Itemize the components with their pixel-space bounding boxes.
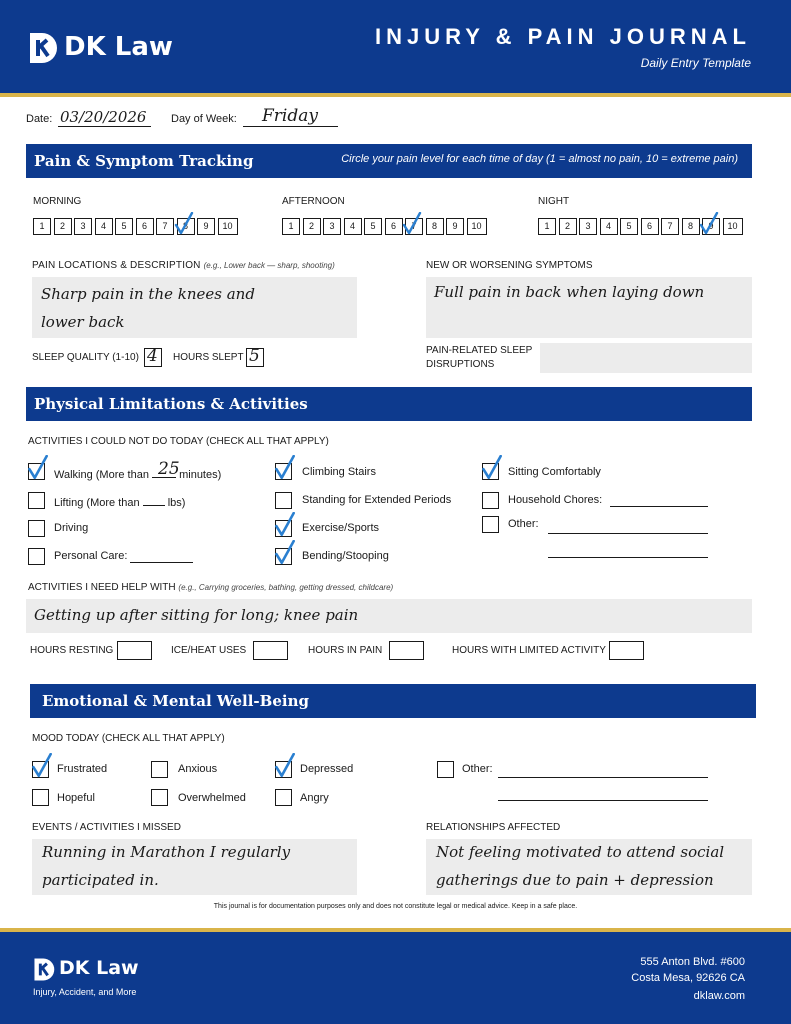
relationships-line1: Not feeling motivated to attend social (436, 843, 725, 861)
footer-website[interactable]: dklaw.com (693, 990, 745, 1002)
page-subtitle: Daily Entry Template (640, 56, 751, 70)
night-level-2[interactable]: 2 (559, 218, 577, 235)
pain-section-instruction: Circle your pain level for each time of day (1 = almost no pain, 10 = extreme pain) (341, 153, 738, 165)
night-scale[interactable] (538, 218, 745, 235)
hours-limited-box[interactable] (609, 641, 644, 660)
driving-checkbox[interactable] (28, 520, 45, 537)
walking-checkbox[interactable] (28, 463, 45, 480)
walking-label (54, 466, 221, 481)
new-symptoms-value: Full pain in back when laying down (434, 283, 705, 301)
night-level-8[interactable]: 8 (682, 218, 700, 235)
pain-locations-example: (e.g., Lower back — sharp, shooting) (203, 261, 335, 270)
sleep-quality-value: 4 (147, 346, 158, 366)
night-level-6[interactable]: 6 (641, 218, 659, 235)
sleep-disruptions-label-1: PAIN-RELATED SLEEP (426, 345, 533, 356)
sitting-label: Sitting Comfortably (508, 466, 601, 478)
physical-other-line1[interactable] (548, 520, 708, 534)
morning-level-1[interactable]: 1 (33, 218, 51, 235)
check-mark-icon (274, 753, 296, 779)
depressed-label: Depressed (300, 763, 354, 775)
sleep-disruptions-label-2: DISRUPTIONS (426, 359, 495, 370)
page-title: INJURY & PAIN JOURNAL (375, 24, 751, 49)
mood-label: MOOD TODAY (CHECK ALL THAT APPLY) (32, 733, 225, 744)
lifting-label-pre: Lifting (More than (54, 497, 140, 509)
frustrated-checkbox[interactable] (32, 761, 49, 778)
hopeful-label: Hopeful (57, 792, 95, 804)
check-mark-icon (402, 212, 422, 236)
morning-level-9[interactable]: 9 (197, 218, 215, 235)
emotional-section-band (30, 684, 756, 718)
exercise-checkbox[interactable] (275, 520, 292, 537)
afternoon-level-10[interactable]: 10 (467, 218, 487, 235)
physical-section-band (26, 387, 752, 421)
footer-brand-name: DK Law (59, 957, 139, 979)
afternoon-level-3[interactable]: 3 (323, 218, 341, 235)
morning-scale[interactable] (33, 218, 240, 235)
emotional-section-title: Emotional & Mental Well-Being (42, 692, 309, 710)
hours-slept-label: HOURS SLEPT (173, 352, 244, 363)
physical-other-label: Other: (508, 518, 539, 530)
night-level-7[interactable]: 7 (661, 218, 679, 235)
footer-dk-logo-icon (33, 957, 55, 982)
climbing-stairs-label: Climbing Stairs (302, 466, 376, 478)
check-mark-icon (699, 212, 719, 236)
morning-level-7[interactable]: 7 (156, 218, 174, 235)
check-mark-icon (27, 455, 49, 481)
morning-label: MORNING (33, 196, 82, 207)
events-missed-line2: participated in. (42, 871, 159, 889)
angry-label: Angry (300, 792, 329, 804)
help-with-example: (e.g., Carrying groceries, bathing, getting dressed, childcare) (178, 583, 394, 592)
lifting-label (54, 494, 185, 509)
pain-section-title: Pain & Symptom Tracking (34, 152, 254, 170)
night-level-1[interactable]: 1 (538, 218, 556, 235)
mood-other-line2[interactable] (498, 787, 708, 801)
afternoon-level-9[interactable]: 9 (446, 218, 464, 235)
hopeful-checkbox[interactable] (32, 789, 49, 806)
night-level-5[interactable]: 5 (620, 218, 638, 235)
hours-in-pain-box[interactable] (389, 641, 424, 660)
header-gold-rule (0, 93, 791, 97)
help-with-label (28, 582, 393, 593)
afternoon-level-2[interactable]: 2 (303, 218, 321, 235)
afternoon-label: AFTERNOON (282, 196, 345, 207)
afternoon-level-1[interactable]: 1 (282, 218, 300, 235)
footer-address-line2: Costa Mesa, 92626 CA (631, 972, 745, 984)
bending-checkbox[interactable] (275, 548, 292, 565)
dk-logo-icon (28, 31, 58, 65)
date-label: Date: (26, 113, 53, 125)
anxious-label: Anxious (178, 763, 218, 775)
events-missed-line1: Running in Marathon I regularly (42, 843, 291, 861)
disclaimer: This journal is for documentation purposes only and does not constitute legal or medical advice. Keep in a safe place. (213, 903, 578, 910)
sleep-quality-label: SLEEP QUALITY (1-10) (32, 352, 139, 363)
new-symptoms-label: NEW OR WORSENING SYMPTOMS (426, 260, 593, 271)
climbing-stairs-checkbox[interactable] (275, 463, 292, 480)
hours-resting-label: HOURS RESTING (30, 645, 114, 656)
morning-level-5[interactable]: 5 (115, 218, 133, 235)
check-mark-icon (274, 512, 296, 538)
pain-locations-label-text: PAIN LOCATIONS & DESCRIPTION (32, 260, 201, 271)
pain-locations-label (32, 260, 335, 271)
morning-level-10[interactable]: 10 (218, 218, 238, 235)
hours-limited-label: HOURS WITH LIMITED ACTIVITY (452, 645, 606, 656)
day-of-week-value[interactable]: Friday (262, 106, 318, 126)
check-mark-icon (274, 455, 296, 481)
sleep-disruptions-field[interactable] (540, 343, 752, 373)
depressed-checkbox[interactable] (275, 761, 292, 778)
check-mark-icon (174, 212, 194, 236)
mood-other-checkbox[interactable] (437, 761, 454, 778)
morning-level-2[interactable]: 2 (54, 218, 72, 235)
personal-care-label: Personal Care: (54, 550, 128, 562)
brand-name: DK Law (64, 32, 173, 62)
morning-level-4[interactable]: 4 (95, 218, 113, 235)
overwhelmed-checkbox[interactable] (151, 789, 168, 806)
anxious-checkbox[interactable] (151, 761, 168, 778)
help-with-value: Getting up after sitting for long; knee pain (34, 606, 359, 624)
afternoon-level-6[interactable]: 6 (385, 218, 403, 235)
pain-locations-line2: lower back (41, 313, 125, 331)
night-level-4[interactable]: 4 (600, 218, 618, 235)
day-of-week-label: Day of Week: (171, 113, 237, 125)
night-label: NIGHT (538, 196, 570, 207)
date-value[interactable]: 03/20/2026 (60, 108, 147, 126)
walking-label-pre: Walking (More than (54, 469, 149, 481)
standing-label: Standing for Extended Periods (302, 494, 452, 506)
night-level-10[interactable]: 10 (723, 218, 743, 235)
chores-line[interactable] (610, 493, 708, 507)
footer-address-line1: 555 Anton Blvd. #600 (640, 956, 745, 968)
chores-label: Household Chores: (508, 494, 603, 506)
afternoon-level-7[interactable]: 7 (405, 218, 423, 235)
check-mark-icon (31, 753, 53, 779)
exercise-label: Exercise/Sports (302, 522, 380, 534)
afternoon-level-4[interactable]: 4 (344, 218, 362, 235)
help-with-label-text: ACTIVITIES I NEED HELP WITH (28, 582, 176, 593)
pain-section-band (26, 144, 752, 178)
ice-heat-box[interactable] (253, 641, 288, 660)
chores-checkbox[interactable] (482, 492, 499, 509)
lifting-checkbox[interactable] (28, 492, 45, 509)
bending-label: Bending/Stooping (302, 550, 389, 562)
standing-checkbox[interactable] (275, 492, 292, 509)
afternoon-level-5[interactable]: 5 (364, 218, 382, 235)
events-missed-label: EVENTS / ACTIVITIES I MISSED (32, 822, 181, 833)
walking-label-post: minutes) (179, 469, 222, 481)
night-level-9[interactable]: 9 (702, 218, 720, 235)
walking-minutes-value[interactable]: 25 (158, 459, 180, 479)
overwhelmed-label: Overwhelmed (178, 792, 246, 804)
footer-tagline: Injury, Accident, and More (33, 987, 137, 997)
pain-locations-line1: Sharp pain in the knees and (41, 285, 255, 303)
hours-slept-value: 5 (249, 346, 260, 366)
physical-other-checkbox[interactable] (482, 516, 499, 533)
night-level-3[interactable]: 3 (579, 218, 597, 235)
afternoon-level-8[interactable]: 8 (426, 218, 444, 235)
mood-other-label: Other: (462, 763, 493, 775)
lifting-lbs-line[interactable] (143, 494, 165, 506)
morning-level-3[interactable]: 3 (74, 218, 92, 235)
hours-in-pain-label: HOURS IN PAIN (308, 645, 383, 656)
driving-label: Driving (54, 522, 89, 534)
afternoon-scale[interactable] (282, 218, 489, 235)
could-not-do-label: ACTIVITIES I COULD NOT DO TODAY (CHECK ALL THAT APPLY) (28, 436, 329, 447)
sitting-checkbox[interactable] (482, 463, 499, 480)
ice-heat-label: ICE/HEAT USES (171, 645, 247, 656)
personal-care-checkbox[interactable] (28, 548, 45, 565)
check-mark-icon (481, 455, 503, 481)
morning-level-8[interactable]: 8 (177, 218, 195, 235)
personal-care-line[interactable] (130, 549, 193, 563)
morning-level-6[interactable]: 6 (136, 218, 154, 235)
check-mark-icon (274, 540, 296, 566)
angry-checkbox[interactable] (275, 789, 292, 806)
lifting-label-post: lbs) (167, 497, 186, 509)
mood-other-line1[interactable] (498, 764, 708, 778)
hours-resting-box[interactable] (117, 641, 152, 660)
relationships-line2: gatherings due to pain + depression (436, 871, 714, 889)
relationships-label: RELATIONSHIPS AFFECTED (426, 822, 561, 833)
physical-section-title: Physical Limitations & Activities (34, 395, 308, 413)
frustrated-label: Frustrated (57, 763, 108, 775)
physical-other-line2[interactable] (548, 544, 708, 558)
